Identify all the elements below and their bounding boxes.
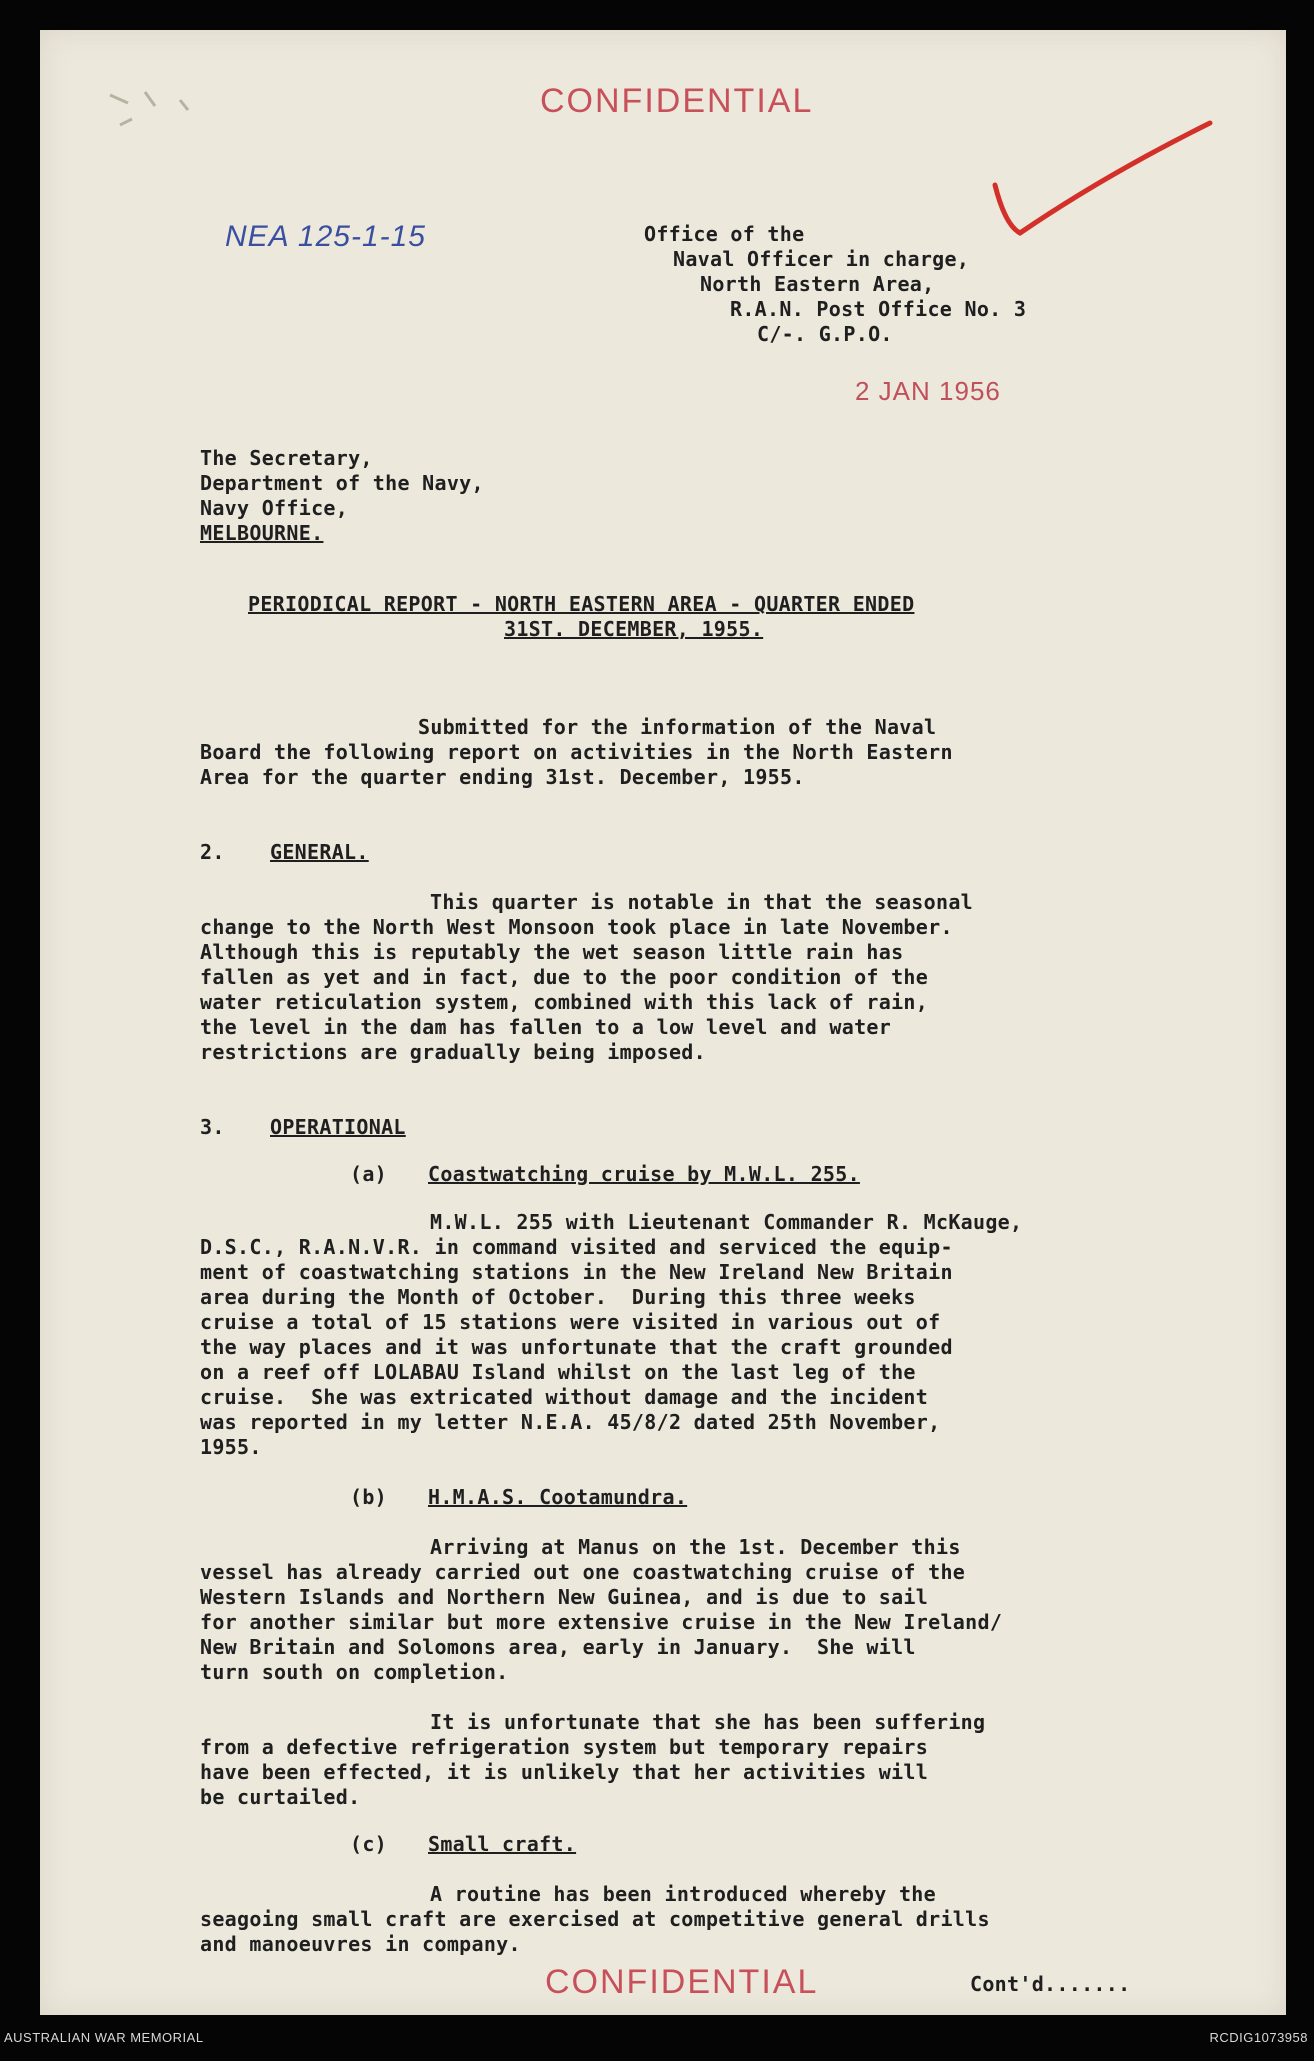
section-3b-line: have been effected, it is unlikely that her activities will	[200, 1760, 929, 1784]
sender-address-line: Naval Officer in charge,	[673, 247, 970, 271]
section-3c-line: seagoing small craft are exercised at competitive general drills	[200, 1907, 990, 1931]
subsection-heading-small-craft: Small craft.	[428, 1832, 577, 1856]
section-3b-line: New Britain and Solomons area, early in January. She will	[200, 1635, 916, 1659]
sender-address-line: Office of the	[644, 222, 805, 246]
section-2-line: This quarter is notable in that the seasonal	[430, 890, 974, 914]
subsection-label: (c)	[350, 1832, 388, 1856]
section-2-line: Although this is reputably the wet season little rain has	[200, 940, 904, 964]
subsection-label: (a)	[350, 1162, 388, 1186]
intro-line: Board the following report on activities in the North Eastern	[200, 740, 953, 764]
section-3b-line: for another similar but more extensive cruise in the New Ireland/	[200, 1610, 1003, 1634]
section-3b-line: from a defective refrigeration system but temporary repairs	[200, 1735, 929, 1759]
subsection-heading-coastwatching: Coastwatching cruise by M.W.L. 255.	[428, 1162, 860, 1186]
section-3c-line: and manoeuvres in company.	[200, 1932, 521, 1956]
section-3a-line: D.S.C., R.A.N.V.R. in command visited and serviced the equip-	[200, 1235, 953, 1259]
section-3a-line: M.W.L. 255 with Lieutenant Commander R. McKauge,	[430, 1210, 1023, 1234]
subsection-label: (b)	[350, 1485, 388, 1509]
confidential-stamp-top: CONFIDENTIAL	[540, 82, 814, 120]
recipient-line: Department of the Navy,	[200, 471, 484, 495]
section-3b-line: turn south on completion.	[200, 1660, 509, 1684]
section-2-line: change to the North West Monsoon took place in late November.	[200, 915, 953, 939]
section-2-line: the level in the dam has fallen to a low level and water	[200, 1015, 892, 1039]
intro-line: Submitted for the information of the Naval	[418, 715, 937, 739]
sender-address-line: North Eastern Area,	[700, 272, 935, 296]
section-heading-operational: OPERATIONAL	[270, 1115, 406, 1139]
section-3a-line: the way places and it was unfortunate that the craft grounded	[200, 1335, 953, 1359]
section-3b-line: be curtailed.	[200, 1785, 361, 1809]
report-subject: PERIODICAL REPORT - NORTH EASTERN AREA - QUARTER ENDED	[248, 592, 915, 616]
section-3a-line: on a reef off LOLABAU Island whilst on the last leg of the	[200, 1360, 916, 1384]
section-3a-line: 1955.	[200, 1435, 262, 1459]
section-number: 3.	[200, 1115, 225, 1139]
footer-archive-name: AUSTRALIAN WAR MEMORIAL	[4, 2030, 204, 2045]
file-reference: NEA 125-1-15	[225, 220, 426, 253]
section-3a-line: was reported in my letter N.E.A. 45/8/2 dated 25th November,	[200, 1410, 941, 1434]
staple-marks-icon	[90, 70, 210, 140]
intro-line: Area for the quarter ending 31st. December, 1955.	[200, 765, 805, 789]
section-heading-general: GENERAL.	[270, 840, 369, 864]
section-2-line: restrictions are gradually being imposed.	[200, 1040, 706, 1064]
confidential-stamp-bottom: CONFIDENTIAL	[545, 1963, 819, 2001]
red-check-mark-icon	[985, 115, 1225, 255]
section-3a-line: area during the Month of October. During this three weeks	[200, 1285, 916, 1309]
sender-address-line: C/-. G.P.O.	[757, 322, 893, 346]
section-2-line: fallen as yet and in fact, due to the poor condition of the	[200, 965, 929, 989]
section-3a-line: ment of coastwatching stations in the New Ireland New Britain	[200, 1260, 953, 1284]
section-3a-line: cruise. She was extricated without damage and the incident	[200, 1385, 929, 1409]
footer-record-id: RCDIG1073958	[1209, 2030, 1308, 2045]
recipient-line: Navy Office,	[200, 496, 349, 520]
subsection-heading-cootamundra: H.M.A.S. Cootamundra.	[428, 1485, 688, 1509]
section-3b-line: Western Islands and Northern New Guinea, and is due to sail	[200, 1585, 929, 1609]
section-3c-line: A routine has been introduced whereby the	[430, 1882, 936, 1906]
continued-marker: Cont'd.......	[970, 1972, 1131, 1996]
report-subject: 31ST. DECEMBER, 1955.	[504, 617, 764, 641]
received-date-stamp: 2 JAN 1956	[855, 376, 1001, 406]
section-3b-line: Arriving at Manus on the 1st. December this	[430, 1535, 961, 1559]
sender-address-line: R.A.N. Post Office No. 3	[730, 297, 1027, 321]
section-3b-line: It is unfortunate that she has been suffering	[430, 1710, 986, 1734]
section-3b-line: vessel has already carried out one coastwatching cruise of the	[200, 1560, 966, 1584]
section-2-line: water reticulation system, combined with this lack of rain,	[200, 990, 929, 1014]
recipient-city: MELBOURNE.	[200, 521, 324, 545]
document-page	[40, 30, 1286, 2015]
recipient-line: The Secretary,	[200, 446, 373, 470]
section-3a-line: cruise a total of 15 stations were visited in various out of	[200, 1310, 941, 1334]
section-number: 2.	[200, 840, 225, 864]
